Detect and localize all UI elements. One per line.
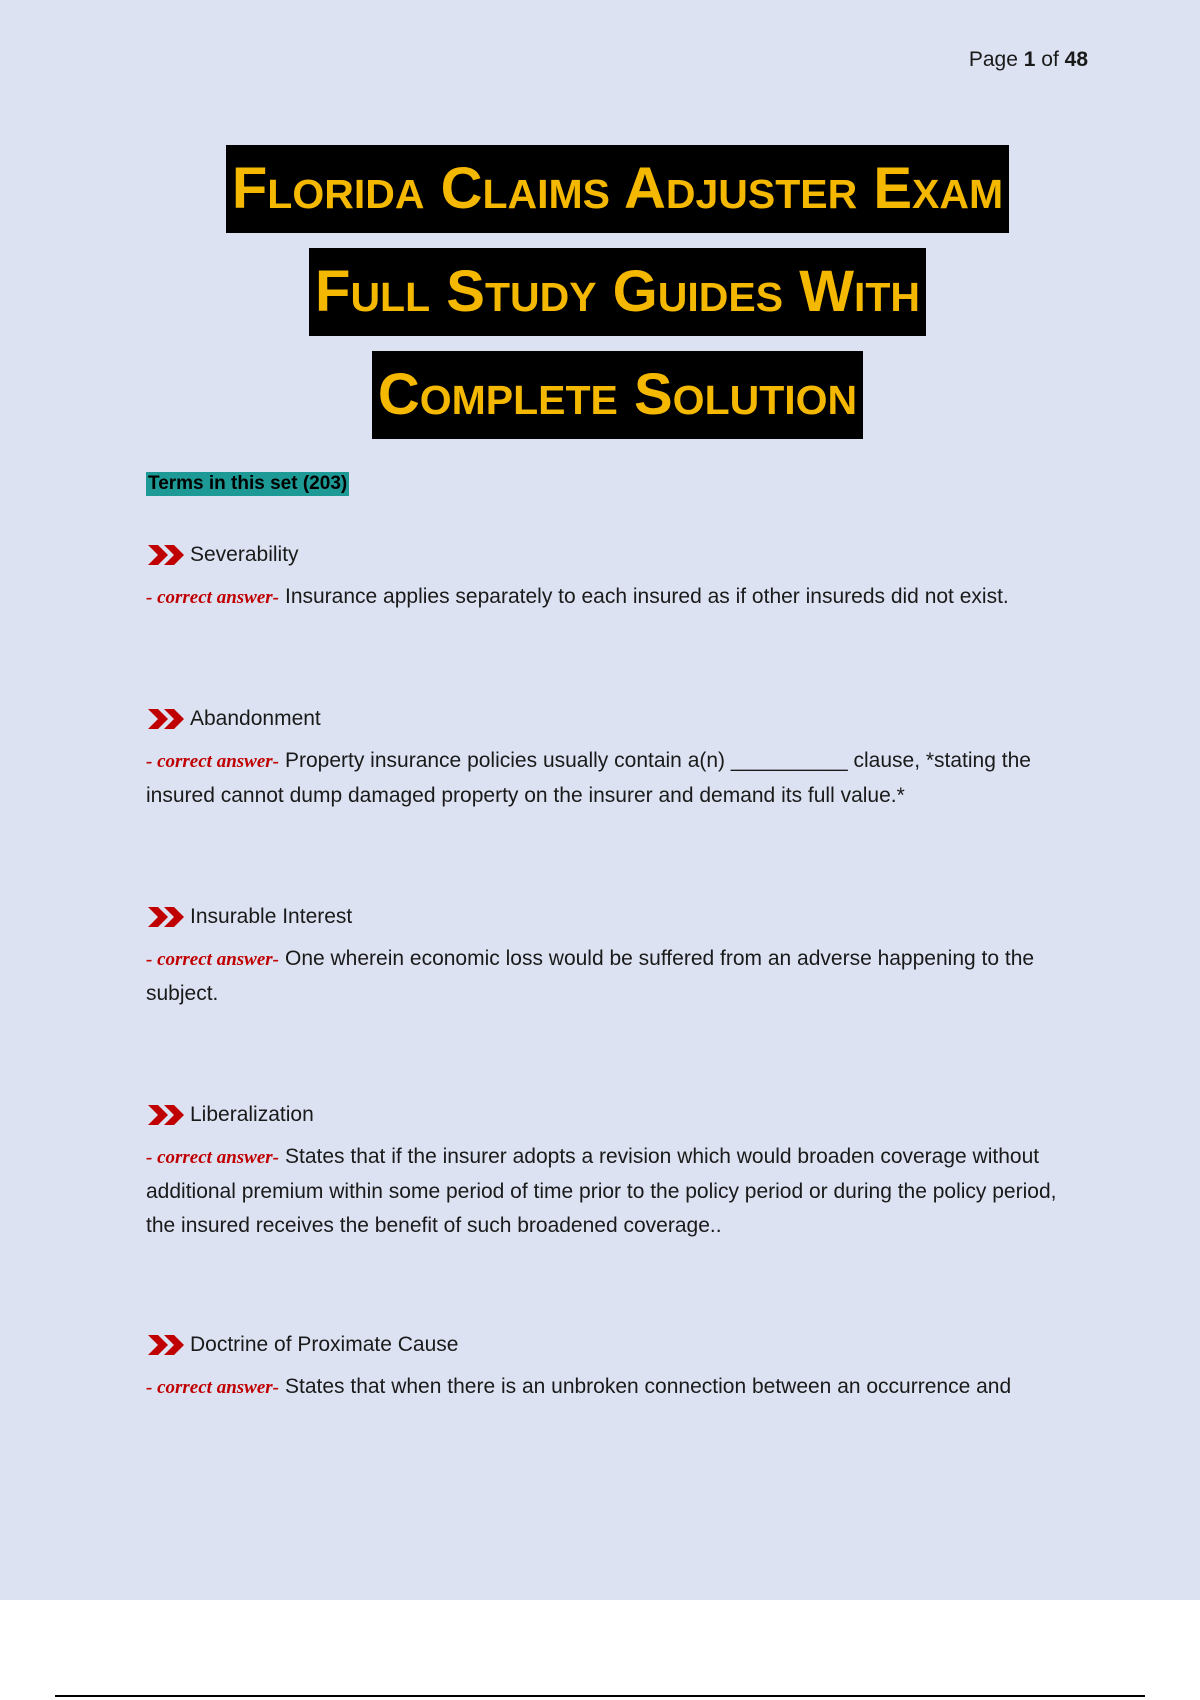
document-title: [0, 145, 1200, 454]
correct-answer-label: - correct answer-: [146, 1377, 279, 1398]
answer-text-block: [146, 942, 1086, 1011]
terms-count-label: Terms in this set (203): [148, 473, 348, 494]
flashcard: [146, 1328, 1086, 1405]
correct-answer-label: - correct answer-: [146, 949, 279, 970]
double-chevron-icon: [146, 904, 188, 930]
correct-answer-label: - correct answer-: [146, 751, 279, 772]
answer-text-block: [146, 744, 1086, 813]
double-chevron-icon: [146, 1102, 188, 1128]
double-chevron-icon: [146, 1332, 188, 1358]
page-number: [969, 48, 1088, 72]
term-text: Doctrine of Proximate Cause: [190, 1333, 459, 1356]
answer-text-block: [146, 580, 1086, 615]
correct-answer-label: - correct answer-: [146, 587, 279, 608]
footer-divider: [55, 1695, 1145, 1697]
term-text: Abandonment: [190, 707, 321, 730]
answer-text: States that if the insurer adopts a revision which would broaden coverage without additional premium within some period of time prior to the policy period or during the policy period, the insured receives the benefit of such broadened coverage..: [146, 1145, 1057, 1237]
term-text: Insurable Interest: [190, 905, 353, 928]
flashcard: [146, 900, 1086, 1011]
page-total: 48: [1064, 48, 1088, 71]
answer-text-block: [146, 1140, 1086, 1243]
page-prefix: Page: [968, 48, 1018, 71]
title-line-2: Full Study Guides With: [309, 248, 926, 336]
term-text: Severability: [190, 543, 299, 566]
page-of: of: [1041, 48, 1059, 71]
flashcard: [146, 1098, 1086, 1243]
title-line-3: Complete Solution: [372, 351, 863, 439]
answer-text: States that when there is an unbroken connection between an occurrence and: [284, 1375, 1012, 1398]
answer-text-block: [146, 1370, 1086, 1405]
double-chevron-icon: [146, 706, 188, 732]
term-text: Liberalization: [190, 1103, 314, 1126]
answer-text: One wherein economic loss would be suffered from an adverse happening to the subject.: [146, 947, 1035, 1005]
page-current: 1: [1023, 48, 1036, 71]
answer-text: Insurance applies separately to each insured as if other insureds did not exist.: [284, 585, 1009, 608]
title-line-1: Florida Claims Adjuster Exam: [226, 145, 1009, 233]
flashcard: [146, 538, 1086, 615]
correct-answer-label: - correct answer-: [146, 1147, 279, 1168]
double-chevron-icon: [146, 542, 188, 568]
flashcard: [146, 702, 1086, 813]
answer-text: Property insurance policies usually contain a(n) __________ clause, *stating the insured cannot dump damaged property on the insurer and demand its full value.*: [146, 749, 1031, 807]
